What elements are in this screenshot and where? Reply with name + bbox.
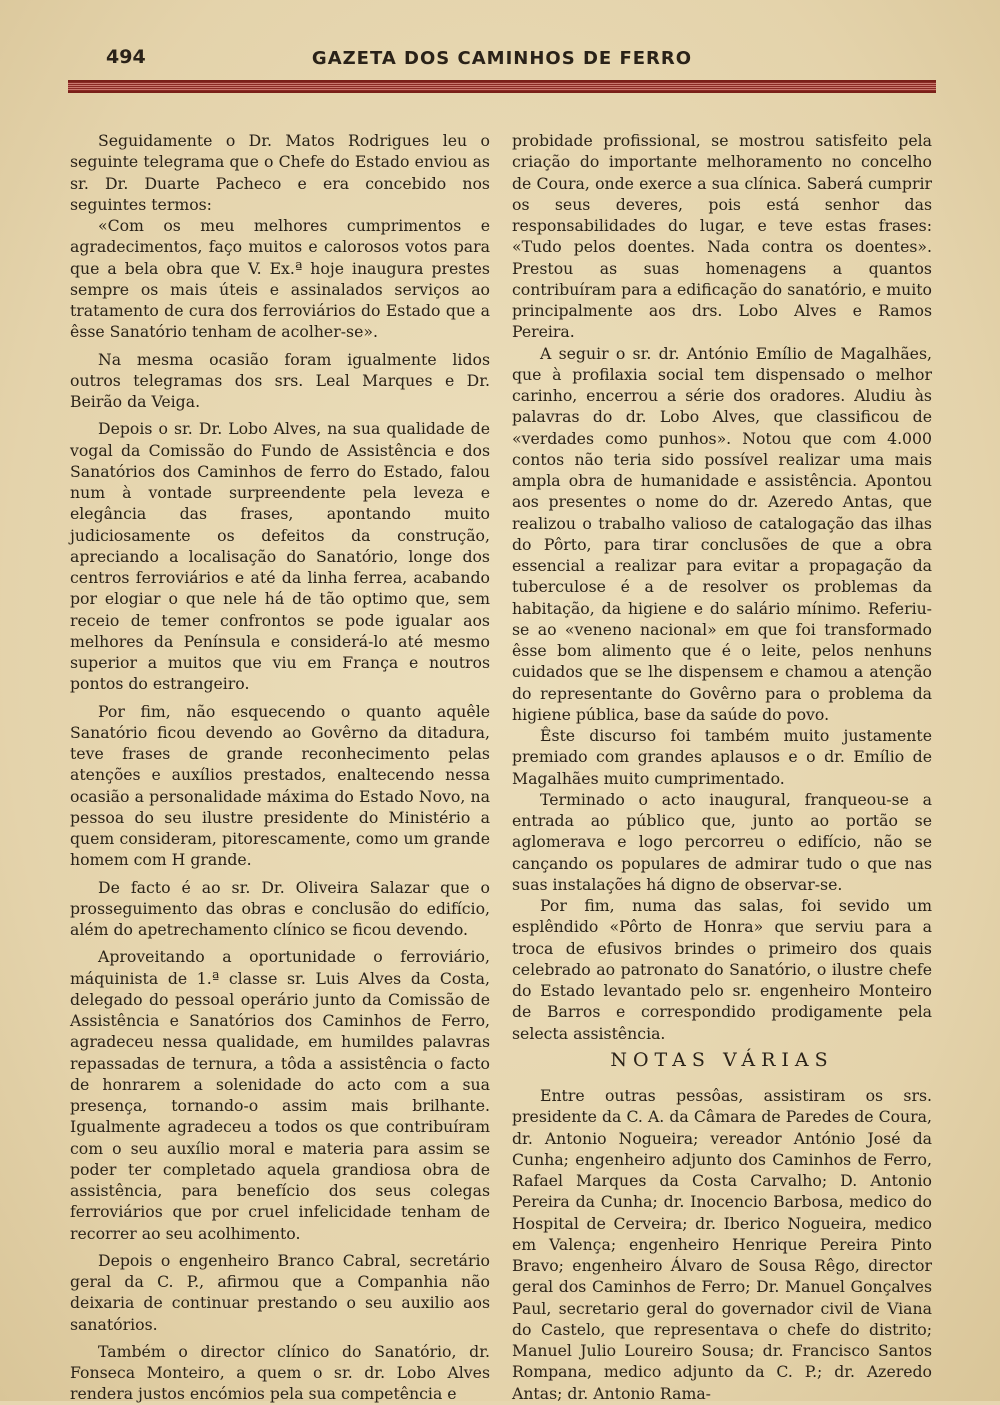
paragraph: Êste discurso foi também muito justamente premiado com grandes aplausos e o dr. Emílio de Magalhães muito cumprimentado. [512,726,932,788]
paragraph: Também o director clínico do Sanatório, dr. Fonseca Monteiro, a quem o sr. dr. Lobo Alves rendera justos encómios pela sua competência e [70,1341,490,1404]
paragraph: Por fim, numa das salas, foi sevido um esplêndido «Pôrto de Honra» que serviu para a troca de efusivos brindes o primeiro dos quais celebrado ao patronato do Sanatório, o ilustre chefe do Estado levantado pelo sr. engenheiro Monteiro de Barros e correspondido prodigamente pela selecta assistência. [512,896,932,1043]
paragraph-continuation: probidade profissional, se mostrou satisfeito pela criação do importante melhoramento no concelho de Coura, onde exerce a sua clínica. Saberá cumprir os seus deveres, pois está senhor das responsabilidades do lugar, e teve estas frases: «Tudo pelos doentes. Nada contra os doentes». Prestou as suas homenagens a quantos contribuíram para a edificação do sanatório, e muito principalmente aos drs. Lobo Alves e Ramos Pereira. [512,131,932,342]
left-column [70,130,490,1405]
paragraph: Terminado o acto inaugural, franqueou-se a entrada ao público que, junto ao portão se aglomerava e logo percorreu o edifício, não se cançando os populares de admirar tudo o que nas suas instalações há digno de observar-se. [512,789,932,894]
paragraph: A seguir o sr. dr. António Emílio de Magalhães, que à profilaxia social tem dispensado o melhor carinho, encerrou a série dos oradores. Aludiu às palavras do dr. Lobo Alves, que classificou de «verdades como punhos». Notou que com 4.000 contos não teria sido possível realizar uma mais ampla obra de humanidade e assistência. Apontou aos presentes o nome do dr. Azeredo Antas, que realizou o trabalho valioso de catalogação das ilhas do Pôrto, para tirar conclusões de que a obra essencial a realizar para evitar a propagação da tuberculose é a de resolver os problemas da habitação, da higiene e do salário mínimo. Referiu-se ao «veneno nacional» em que foi transformado êsse bom alimento que é o leite, pelos nenhuns cuidados que se lhe dispensem e chamou a atenção do representante do Govêrno para o problema da higiene pública, base da saúde do povo. [512,343,932,724]
paragraph: Entre outras pessôas, assistiram os srs. presidente da C. A. da Câmara de Paredes de Coura, dr. Antonio Nogueira; vereador António José da Cunha; engenheiro adjunto dos Caminhos de Ferro, Rafael Marques da Costa Carvalho; D. Antonio Pereira da Cunha; dr. Inocencio Barbosa, medico do Hospital de Cerveira; dr. Iberico Nogueira, medico em Valença; engenheiro Henrique Pereira Pinto Bravo; engenheiro Álvaro de Sousa Rêgo, director geral dos Caminhos de Ferro; Dr. Manuel Gonçalves Paul, secretario geral do governador civil de Viana do Castelo, que representava o chefe do distrito; Manuel Julio Loureiro Sousa; dr. Francisco Santos Rompana, medico adjunto da C. P.; dr. Azeredo Antas; dr. Antonio Rama- [512,1086,932,1403]
paragraph: Na mesma ocasião foram igualmente lidos outros telegramas dos srs. Leal Marques e Dr. Beirão da Veiga. [70,349,490,411]
paragraph: De facto é ao sr. Dr. Oliveira Salazar que o prosseguimento das obras e conclusão do edifício, além do apetrechamento clínico se ficou devendo. [70,877,490,939]
header-rule [68,80,936,93]
paragraph: Aproveitando a oportunidade o ferroviário, máquinista de 1.ª classe sr. Luis Alves da Costa, delegado do pessoal operário junto da Comissão de Assistência e Sanatórios dos Caminhos de Ferro, agradeceu nessa qualidade, em humildes palavras repassadas de ternura, a tôda a assistência o facto de honrarem a solenidade do acto com a sua presença, tornando-o assim mais brilhante. Igualmente agradeceu a todos os que contribuíram com o seu auxílio moral e materia para assim se poder ter completado aquela grandiosa obra de assistência, para benefício dos seus colegas ferroviários que por cruel infelicidade tenham de recorrer ao seu acolhimento. [70,947,490,1243]
right-column [512,130,932,1404]
paragraph: Depois o engenheiro Branco Cabral, secretário geral da C. P., afirmou que a Companhia não deixaria de continuar prestando o seu auxilio aos sanatórios. [70,1250,490,1334]
paragraph: «Com os meu melhores cumprimentos e agradecimentos, faço muitos e calorosos votos para que a bela obra que V. Ex.ª hoje inaugura prestes sempre os mais úteis e assinalados serviços ao tratamento de cura dos ferroviários do Estado que a êsse Sanatório tenham de acolher-se». [70,216,490,342]
paragraph: Seguidamente o Dr. Matos Rodrigues leu o seguinte telegrama que o Chefe do Estado enviou as sr. Dr. Duarte Pacheco e era concebido nos seguintes termos: [70,131,490,214]
page-header [68,44,936,72]
section-title: NOTAS VÁRIAS [610,1048,834,1071]
page-number: 494 [106,46,146,68]
paragraph: Depois o sr. Dr. Lobo Alves, na sua qualidade de vogal da Comissão do Fundo de Assistência e dos Sanatórios dos Caminhos de ferro do Estado, falou num à vontade surpreendente pela leveza e elegância das frases, apontando muito judiciosamente os defeitos da construção, apreciando a localisação do Sanatório, longe dos centros ferroviários e até da linha ferrea, acabando por elogiar o que nele há de tão optimo que, sem receio de temer confrontos se pode igualar aos melhores da Península e considerá-lo até mesmo superior a muitos que viu em França e noutros pontos do estrangeiro. [70,419,490,694]
paragraph: Por fim, não esquecendo o quanto aquêle Sanatório ficou devendo ao Govêrno da ditadura, teve frases de grande reconhecimento pelas atenções e auxílios prestados, enaltecendo nessa ocasião a personalidade máxima do Estado Novo, na pessoa do seu ilustre presidente do Ministério a quem consideram, pitorescamente, como um grande homem com H grande. [70,701,490,870]
journal-title: GAZETA DOS CAMINHOS DE FERRO [311,48,693,69]
